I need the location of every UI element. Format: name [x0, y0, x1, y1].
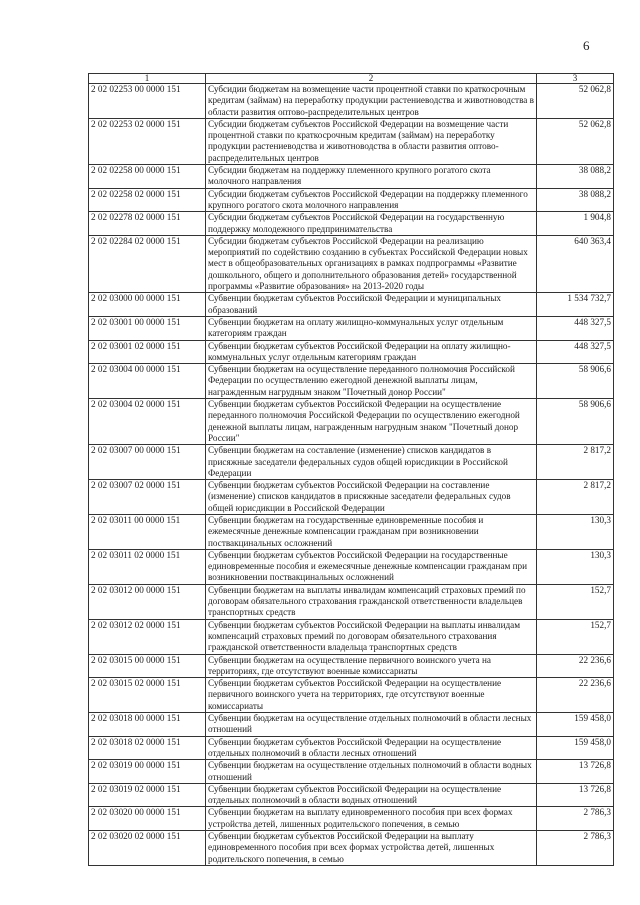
- name-cell: Субсидии бюджетам на возмещение части процентной ставки по краткосрочным кредитам (займам) на переработку продукции растениеводства и животноводства в области развития оптово-распределительных центров: [206, 84, 537, 119]
- table-row: [89, 364, 614, 399]
- table-row: [89, 445, 614, 480]
- name-cell: Субвенции бюджетам субъектов Российской Федерации на государственные единовременные пособия и ежемесячные денежные компенсации гражданам при возникновении поствакцинальных осложнений: [206, 549, 537, 584]
- amount-cell: 2 817,2: [537, 480, 614, 515]
- code-cell: 2 02 03019 00 0000 151: [89, 760, 206, 784]
- code-cell: 2 02 03015 02 0000 151: [89, 678, 206, 713]
- table-row: [89, 235, 614, 292]
- name-cell: Субвенции бюджетам на осуществление первичного воинского учета на территориях, где отсутствуют военные комиссариаты: [206, 654, 537, 678]
- header-col-2: 2: [206, 74, 537, 84]
- name-cell: Субвенции бюджетам на оплату жилищно-коммунальных услуг отдельным категориям граждан: [206, 316, 537, 340]
- code-cell: 2 02 03000 00 0000 151: [89, 293, 206, 317]
- amount-cell: 2 786,3: [537, 807, 614, 831]
- name-cell: Субвенции бюджетам субъектов Российской Федерации на оплату жилищно-коммунальных услуг отдельным категориям граждан: [206, 340, 537, 364]
- table-row: [89, 831, 614, 866]
- code-cell: 2 02 03020 02 0000 151: [89, 831, 206, 866]
- table-row: [89, 399, 614, 445]
- amount-cell: 58 906,6: [537, 364, 614, 399]
- name-cell: Субвенции бюджетам на осуществление отдельных полномочий в области водных отношений: [206, 760, 537, 784]
- table-row: [89, 783, 614, 807]
- name-cell: Субсидии бюджетам субъектов Российской Федерации на возмещение части процентной ставки по краткосрочным кредитам (займам) на переработку продукции растениеводства и животноводства в области развития оптово-распределительных центров: [206, 118, 537, 164]
- amount-cell: 152,7: [537, 584, 614, 619]
- code-cell: 2 02 03012 02 0000 151: [89, 619, 206, 654]
- name-cell: Субвенции бюджетам субъектов Российской Федерации на осуществление отдельных полномочий в области водных отношений: [206, 783, 537, 807]
- code-cell: 2 02 03020 00 0000 151: [89, 807, 206, 831]
- amount-cell: 22 236,6: [537, 654, 614, 678]
- table-header-row: [89, 74, 614, 84]
- code-cell: 2 02 02253 02 0000 151: [89, 118, 206, 164]
- amount-cell: 52 062,8: [537, 118, 614, 164]
- name-cell: Субвенции бюджетам субъектов Российской Федерации на составление (изменение) списков кандидатов в присяжные заседатели федеральных судов общей юрисдикции в Российской Федерации: [206, 480, 537, 515]
- code-cell: 2 02 03018 00 0000 151: [89, 713, 206, 737]
- code-cell: 2 02 03012 00 0000 151: [89, 584, 206, 619]
- table-row: [89, 514, 614, 549]
- amount-cell: 58 906,6: [537, 399, 614, 445]
- amount-cell: 159 458,0: [537, 736, 614, 760]
- code-cell: 2 02 03015 00 0000 151: [89, 654, 206, 678]
- name-cell: Субвенции бюджетам на выплаты инвалидам компенсаций страховых премий по договорам обязательного страхования гражданской ответственности владельцев транспортных средств: [206, 584, 537, 619]
- amount-cell: 13 726,8: [537, 783, 614, 807]
- page-number: 6: [583, 38, 590, 53]
- code-cell: 2 02 02253 00 0000 151: [89, 84, 206, 119]
- code-cell: 2 02 03019 02 0000 151: [89, 783, 206, 807]
- table-row: [89, 188, 614, 212]
- name-cell: Субвенции бюджетам на составление (изменение) списков кандидатов в присяжные заседатели федеральных судов общей юрисдикции в Российской Федерации: [206, 445, 537, 480]
- name-cell: Субвенции бюджетам на осуществление переданного полномочия Российской Федерации по осуществлению ежегодной денежной выплаты лицам, награжденным нагрудным знаком "Почетный донор России": [206, 364, 537, 399]
- name-cell: Субвенции бюджетам на выплату единовременного пособия при всех формах устройства детей, лишенных родительского попечения, в семью: [206, 807, 537, 831]
- amount-cell: 38 088,2: [537, 165, 614, 189]
- code-cell: 2 02 03011 00 0000 151: [89, 514, 206, 549]
- code-cell: 2 02 02258 00 0000 151: [89, 165, 206, 189]
- budget-table: [88, 73, 614, 866]
- table-row: [89, 480, 614, 515]
- name-cell: Субвенции бюджетам субъектов Российской Федерации на выплаты инвалидам компенсаций страховых премий по договорам обязательного страхования гражданской ответственности владельца транспортных средств: [206, 619, 537, 654]
- table-row: [89, 584, 614, 619]
- amount-cell: 130,3: [537, 549, 614, 584]
- amount-cell: 2 786,3: [537, 831, 614, 866]
- table-row: [89, 212, 614, 236]
- table-row: [89, 654, 614, 678]
- amount-cell: 52 062,8: [537, 84, 614, 119]
- name-cell: Субсидии бюджетам субъектов Российской Федерации на поддержку племенного крупного рогатого скота молочного направления: [206, 188, 537, 212]
- name-cell: Субвенции бюджетам на государственные единовременные пособия и ежемесячные денежные компенсации гражданам при возникновении поствакцинальных осложнений: [206, 514, 537, 549]
- name-cell: Субвенции бюджетам субъектов Российской Федерации на осуществление отдельных полномочий в области лесных отношений: [206, 736, 537, 760]
- code-cell: 2 02 03007 02 0000 151: [89, 480, 206, 515]
- amount-cell: 1 534 732,7: [537, 293, 614, 317]
- amount-cell: 640 363,4: [537, 235, 614, 292]
- table-row: [89, 736, 614, 760]
- amount-cell: 22 236,6: [537, 678, 614, 713]
- name-cell: Субсидии бюджетам на поддержку племенного крупного рогатого скота молочного направления: [206, 165, 537, 189]
- code-cell: 2 02 03011 02 0000 151: [89, 549, 206, 584]
- name-cell: Субвенции бюджетам субъектов Российской Федерации на осуществление первичного воинского учета на территориях, где отсутствуют военные комиссариаты: [206, 678, 537, 713]
- header-col-3: 3: [537, 74, 614, 84]
- amount-cell: 130,3: [537, 514, 614, 549]
- amount-cell: 448 327,5: [537, 340, 614, 364]
- amount-cell: 159 458,0: [537, 713, 614, 737]
- amount-cell: 1 904,8: [537, 212, 614, 236]
- table-row: [89, 760, 614, 784]
- table-row: [89, 316, 614, 340]
- code-cell: 2 02 03018 02 0000 151: [89, 736, 206, 760]
- name-cell: Субвенции бюджетам на осуществление отдельных полномочий в области лесных отношений: [206, 713, 537, 737]
- table-body: [89, 84, 614, 866]
- code-cell: 2 02 03007 00 0000 151: [89, 445, 206, 480]
- table-row: [89, 678, 614, 713]
- name-cell: Субвенции бюджетам субъектов Российской Федерации и муниципальных образований: [206, 293, 537, 317]
- table-row: [89, 340, 614, 364]
- code-cell: 2 02 03004 02 0000 151: [89, 399, 206, 445]
- code-cell: 2 02 02284 02 0000 151: [89, 235, 206, 292]
- table-row: [89, 84, 614, 119]
- table-row: [89, 549, 614, 584]
- table-row: [89, 713, 614, 737]
- name-cell: Субвенции бюджетам субъектов Российской Федерации на осуществление переданного полномочия Российской Федерации по осуществлению ежегодной денежной выплаты лицам, награжденным нагрудным знаком "Почетный донор России": [206, 399, 537, 445]
- table-row: [89, 165, 614, 189]
- table-row: [89, 807, 614, 831]
- amount-cell: 152,7: [537, 619, 614, 654]
- name-cell: Субвенции бюджетам субъектов Российской Федерации на выплату единовременного пособия при всех формах устройства детей, лишенных родительского попечения, в семью: [206, 831, 537, 866]
- code-cell: 2 02 02278 02 0000 151: [89, 212, 206, 236]
- table-row: [89, 293, 614, 317]
- code-cell: 2 02 02258 02 0000 151: [89, 188, 206, 212]
- amount-cell: 13 726,8: [537, 760, 614, 784]
- amount-cell: 38 088,2: [537, 188, 614, 212]
- table-row: [89, 619, 614, 654]
- amount-cell: 448 327,5: [537, 316, 614, 340]
- amount-cell: 2 817,2: [537, 445, 614, 480]
- code-cell: 2 02 03004 00 0000 151: [89, 364, 206, 399]
- name-cell: Субсидии бюджетам субъектов Российской Федерации на государственную поддержку молодежного предпринимательства: [206, 212, 537, 236]
- code-cell: 2 02 03001 02 0000 151: [89, 340, 206, 364]
- name-cell: Субсидии бюджетам субъектов Российской Федерации на реализацию мероприятий по содействию созданию в субъектах Российской Федерации новых мест в общеобразовательных организациях в рамках подпрограммы «Развитие дошкольного, общего и дополнительного образования детей» государственной программы «Развитие образования» на 2013-2020 годы: [206, 235, 537, 292]
- table-row: [89, 118, 614, 164]
- header-col-1: 1: [89, 74, 206, 84]
- code-cell: 2 02 03001 00 0000 151: [89, 316, 206, 340]
